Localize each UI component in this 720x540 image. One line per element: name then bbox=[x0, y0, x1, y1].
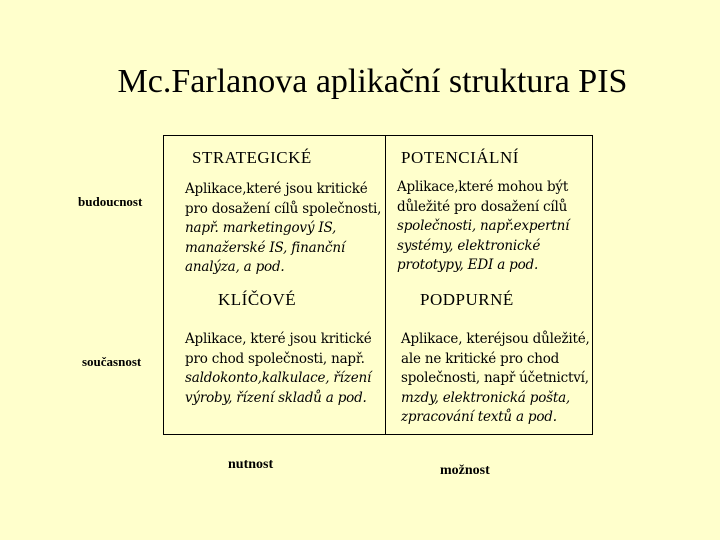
column-label-possibility: možnost bbox=[440, 463, 490, 478]
quadrant-support-text bbox=[401, 330, 596, 428]
quadrant-strategic-text bbox=[185, 180, 385, 278]
quadrant-potential-heading: POTENCIÁLNÍ bbox=[401, 148, 519, 167]
strategic-line-3: např. marketingový IS, bbox=[185, 220, 337, 236]
slide-title: Mc.Farlanova aplikační struktura PIS bbox=[117, 63, 628, 100]
quadrant-potential-text bbox=[397, 178, 592, 276]
row-label-future: budoucnost bbox=[78, 194, 143, 209]
quadrant-key-heading: KLÍČOVÉ bbox=[218, 290, 297, 309]
key-line-2: pro chod společnosti, např. bbox=[185, 350, 365, 367]
potential-line-1: Aplikace,které mohou být bbox=[397, 179, 569, 195]
support-line-4: mzdy, elektronická pošta, bbox=[401, 389, 571, 406]
strategic-line-2: pro dosažení cílů společnosti, bbox=[185, 200, 382, 217]
potential-line-3: společnosti, např.expertní bbox=[397, 218, 570, 234]
quadrant-support-heading: PODPURNÉ bbox=[420, 290, 514, 309]
row-label-present: současnost bbox=[82, 354, 142, 369]
support-line-2: ale ne kritické pro chod bbox=[401, 350, 560, 367]
quadrant-strategic-heading: STRATEGICKÉ bbox=[192, 148, 312, 167]
key-line-3: saldokonto,kalkulace, řízení bbox=[185, 370, 372, 386]
matrix-divider bbox=[385, 135, 386, 435]
potential-line-2: důležité pro dosažení cílů bbox=[397, 198, 568, 215]
potential-line-5: prototypy, EDI a pod. bbox=[397, 257, 539, 273]
strategic-line-5: analýza, a pod. bbox=[185, 259, 285, 275]
key-line-4: výroby, řízení skladů a pod. bbox=[185, 389, 367, 406]
support-line-3: společnosti, např účetnictví, bbox=[401, 370, 589, 386]
support-line-5: zpracování textů a pod. bbox=[401, 409, 557, 425]
potential-line-4: systémy, elektronické bbox=[397, 237, 541, 254]
column-label-necessity: nutnost bbox=[228, 457, 274, 472]
support-line-1: Aplikace, kteréjsou důležité, bbox=[401, 331, 590, 347]
quadrant-key-text bbox=[185, 330, 385, 408]
key-line-1: Aplikace, které jsou kritické bbox=[185, 331, 372, 347]
strategic-line-4: manažerské IS, finanční bbox=[185, 239, 345, 256]
strategic-line-1: Aplikace,které jsou kritické bbox=[185, 181, 368, 197]
